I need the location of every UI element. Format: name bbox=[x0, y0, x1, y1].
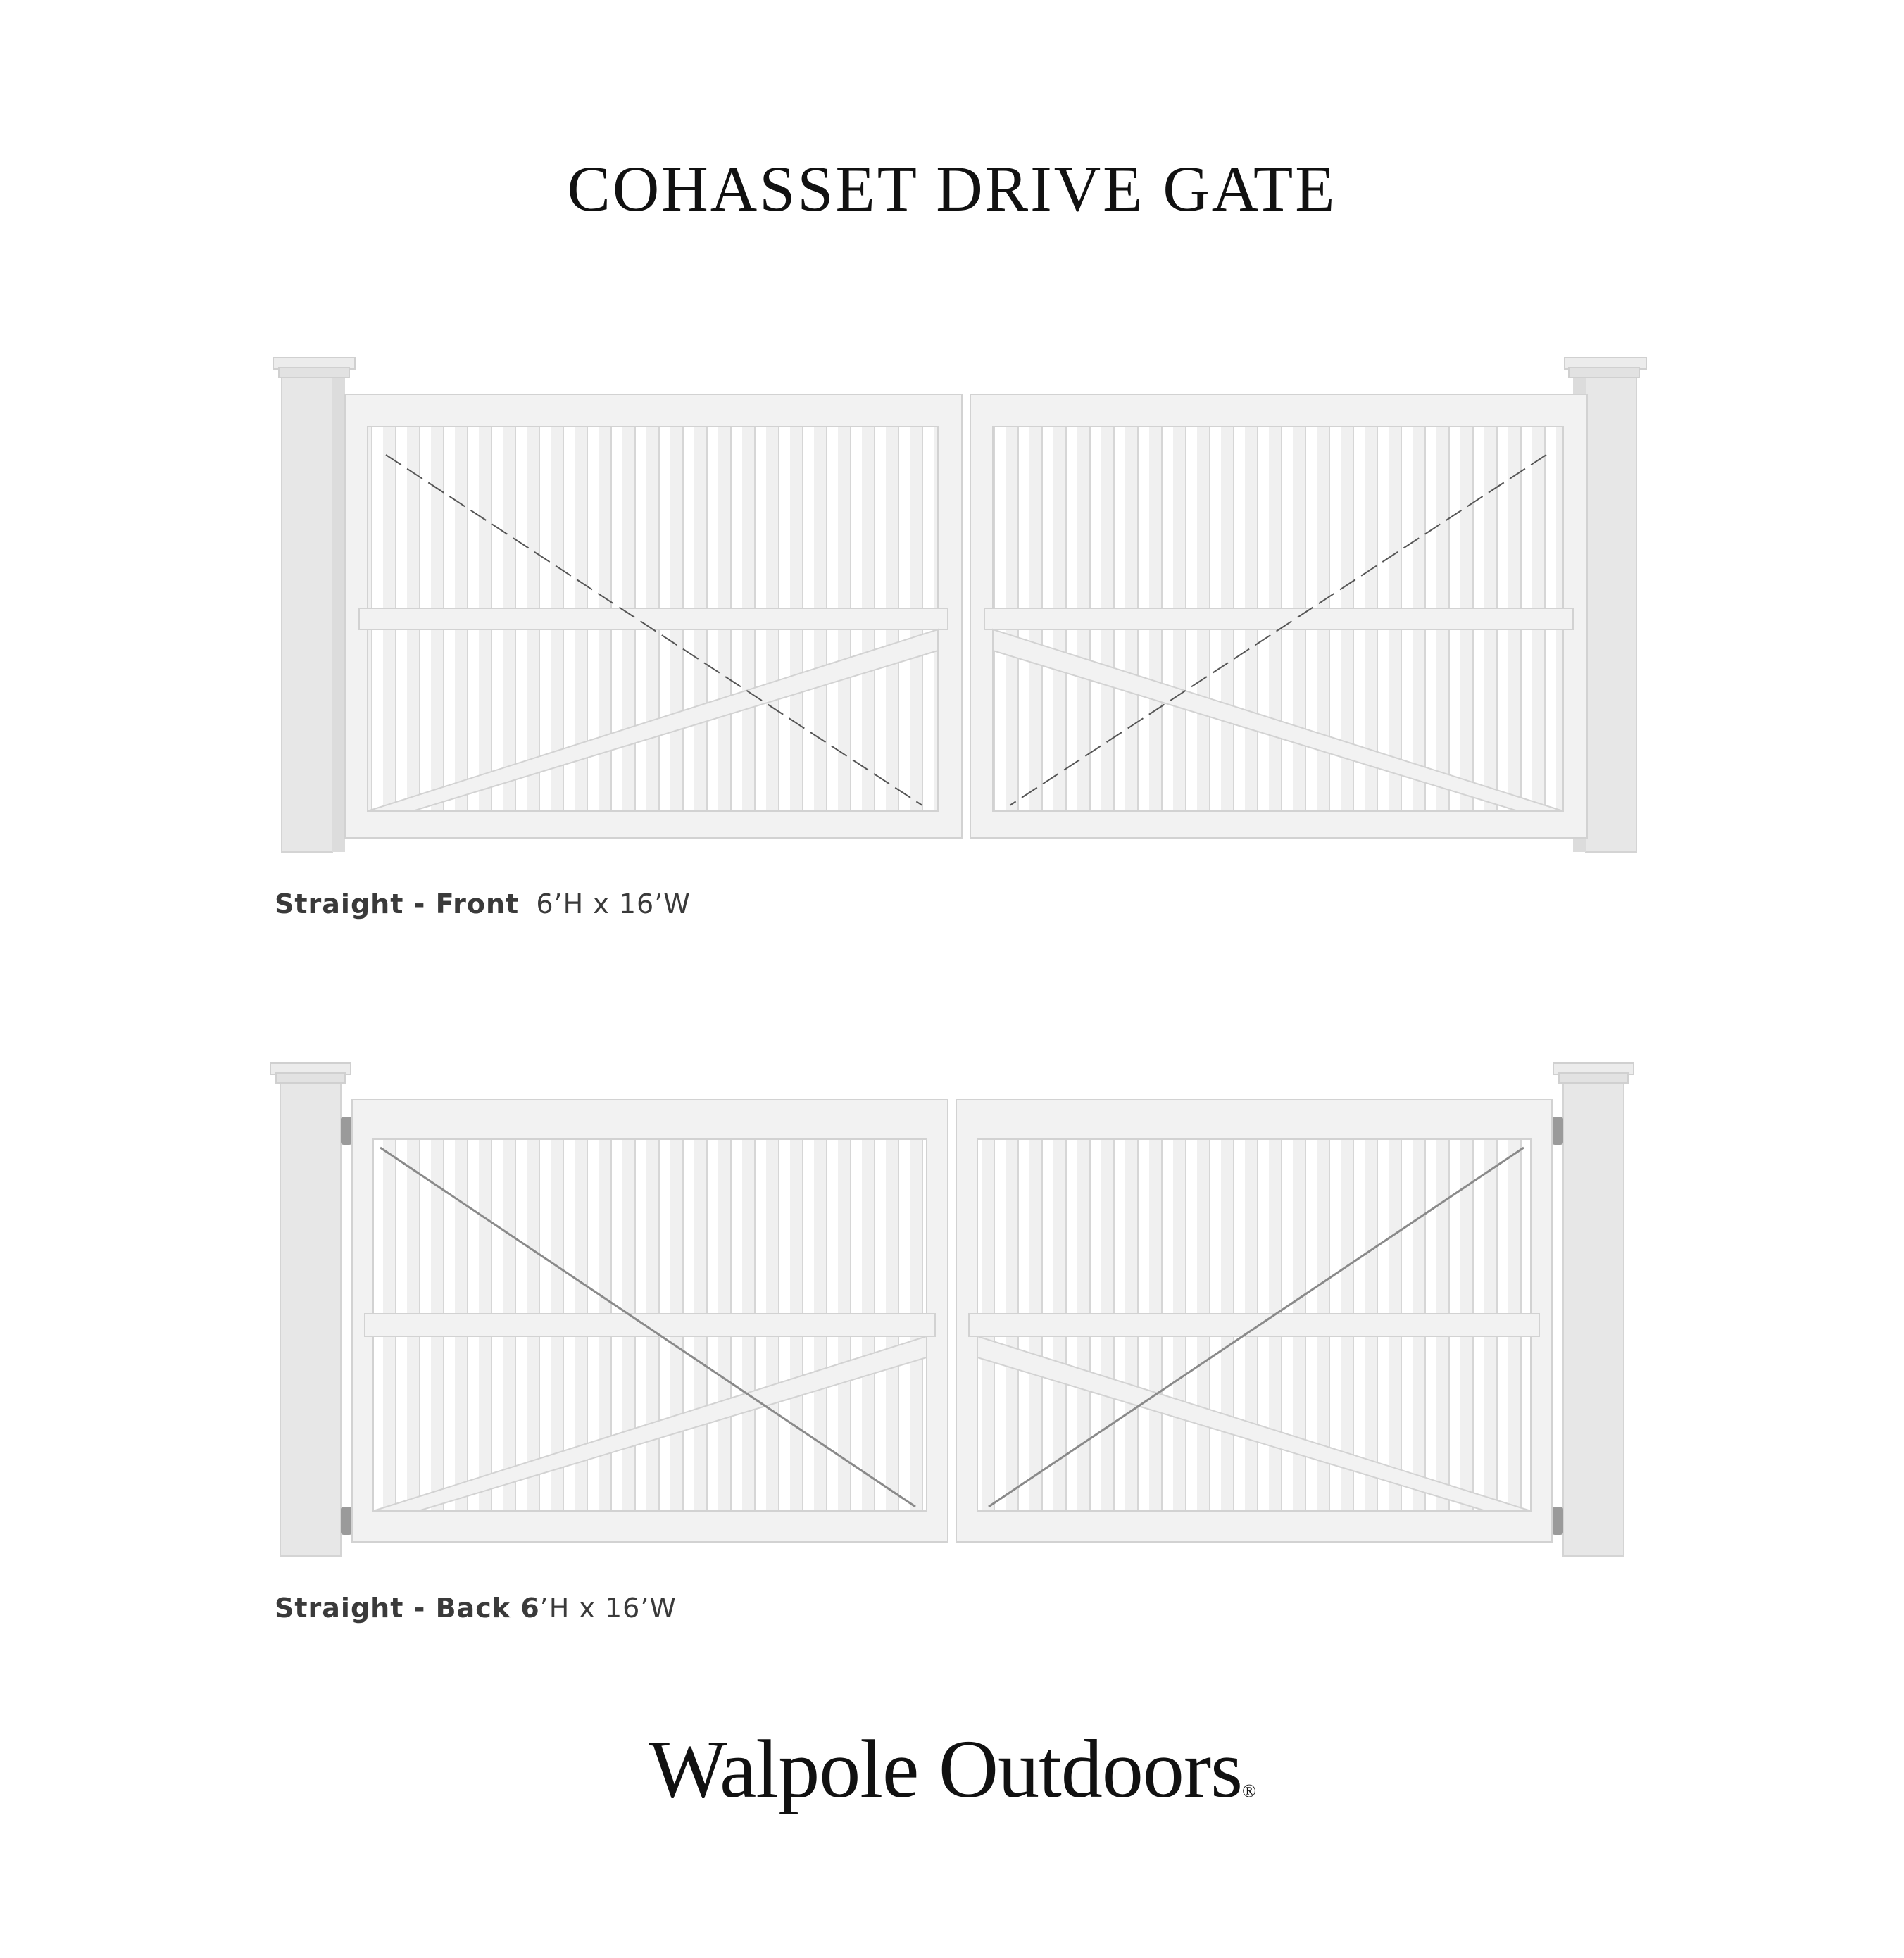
left-post bbox=[273, 358, 355, 852]
right-post bbox=[1553, 1063, 1634, 1556]
gate-leaf-left bbox=[352, 1100, 948, 1542]
brand-name: Walpole Outdoors bbox=[649, 1723, 1243, 1815]
caption-front-dimensions: 6’H x 16’W bbox=[536, 889, 691, 920]
left-post bbox=[270, 1063, 351, 1556]
caption-back bbox=[275, 1593, 677, 1624]
gate-back-illustration bbox=[0, 1042, 1904, 1577]
caption-back-label: Straight - Back 6 bbox=[275, 1593, 540, 1624]
gate-leaf-left bbox=[345, 394, 962, 838]
caption-back-dimensions: ’H x 16’W bbox=[539, 1593, 677, 1624]
gate-front-illustration bbox=[0, 338, 1904, 873]
brand-logo bbox=[0, 1721, 1904, 1817]
gate-leaf-right bbox=[970, 394, 1587, 838]
page-title: COHASSET DRIVE GATE bbox=[567, 153, 1337, 225]
caption-front-label: Straight - Front bbox=[275, 889, 520, 920]
caption-front bbox=[275, 889, 691, 920]
gate-leaf-right bbox=[956, 1100, 1552, 1542]
brand-registered-mark: ® bbox=[1242, 1781, 1255, 1801]
